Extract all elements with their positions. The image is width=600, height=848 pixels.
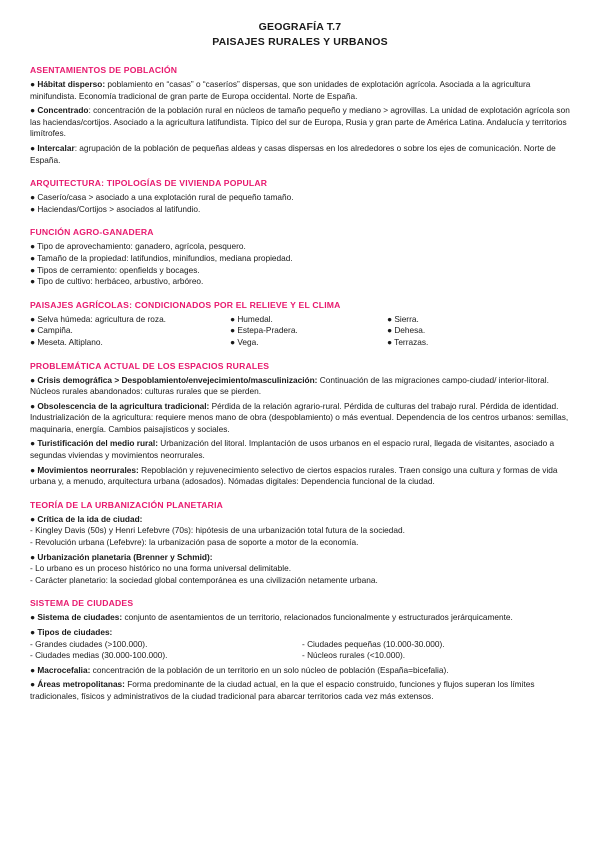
term-label: Sistema de ciudades: xyxy=(37,612,123,623)
list-item: ● Humedal. xyxy=(230,313,273,324)
term-label: Movimientos neorrurales: xyxy=(37,464,139,475)
paragraph-intercalar: ● Intercalar: agrupación de la población de pequeñas aldeas y casas dispersas en los alrededores o sobre los ejes de comunicación. Norte de España. xyxy=(30,142,556,165)
list-item: ● Selva húmeda: agricultura de roza. xyxy=(30,313,166,324)
paragraph-turistificacion: ● Turistificación del medio rural: Urbanización del litoral. Implantación de usos urbanos en el espacio rural, llegada de visitantes, asociado a segundas viviendas y movimientos neorrurales. xyxy=(30,438,555,461)
list-item: ● Dehesa. xyxy=(387,325,426,336)
two-column-list xyxy=(30,639,570,662)
term-label: Tipos de ciudades: xyxy=(37,627,113,637)
list-item: ● Estepa-Pradera. xyxy=(230,325,298,336)
bullet-critica: ● Crítica de la ida de ciudad: xyxy=(30,513,143,524)
term-label: Hábitat disperso: xyxy=(37,79,106,89)
list-column xyxy=(30,314,230,349)
section-paisajes-agricolas xyxy=(30,299,570,349)
paragraph-habitat-disperso: ● Hábitat disperso: poblamiento en “casas” o “caseríos” dispersas, que son unidades de explotación agrícola. Asociada a la agricultura minifundista. Economía tradicional de gran parte de Europa occidental. Norte de España. xyxy=(30,79,531,101)
term-label: Urbanización planetaria (Brenner y Schmid): xyxy=(37,551,213,562)
list-column xyxy=(30,639,302,662)
list-item: ● Caserío/casa > asociado a una explotación rural de pequeño tamaño. xyxy=(30,192,294,203)
sub-item: - Revolución urbana (Lefebvre): la urbanización pasa de soporte a motor de la economía. xyxy=(30,537,359,548)
section-heading: TEORÍA DE LA URBANIZACIÓN PLANETARIA xyxy=(30,499,224,510)
bullet-urbanizacion-planetaria: ● Urbanización planetaria (Brenner y Schmid): xyxy=(30,551,213,562)
list-item: ● Vega. xyxy=(230,336,259,347)
section-heading: ASENTAMIENTOS DE POBLACIÓN xyxy=(30,65,178,75)
paragraph-crisis-demografica: ● Crisis demográfica > Despoblamiento/envejecimiento/masculinización: Continuación de las migraciones campo-ciudad/ interior-litoral. Núcleos rurales abandonados: culturas rurales que se pierden. xyxy=(30,374,549,397)
document-title: GEOGRAFÍA T.7 xyxy=(258,21,342,33)
sub-item: - Kingley Davis (50s) y Henri Lefebvre (70s): hipótesis de una urbanización total futura de la sociedad. xyxy=(30,525,405,536)
list-item: - Ciudades medias (30.000-100.000). xyxy=(30,650,168,661)
list-item: ● Haciendas/Cortijos > asociados al latifundio. xyxy=(30,203,201,214)
term-label: Turistificación del medio rural: xyxy=(37,438,158,449)
list-item: ● Tamaño de la propiedad: latifundios, minifundios, mediana propiedad. xyxy=(30,252,293,263)
section-heading: PROBLEMÁTICA ACTUAL DE LOS ESPACIOS RURALES xyxy=(30,360,270,371)
section-heading: PAISAJES AGRÍCOLAS: CONDICIONADOS POR EL RELIEVE Y EL CLIMA xyxy=(30,299,341,310)
list-column xyxy=(387,314,537,349)
list-item: ● Campiña. xyxy=(30,325,73,336)
list-item: ● Tipo de cultivo: herbáceo, arbustivo, arbóreo. xyxy=(30,276,204,287)
paragraph-macrocefalia: ● Macrocefalia: concentración de la población de un territorio en un solo núcleo de población (España=bicefalia). xyxy=(30,664,449,675)
list-item: ● Tipo de aprovechamiento: ganadero, agrícola, pesquero. xyxy=(30,241,246,252)
term-label: Macrocefalia: xyxy=(37,664,91,675)
section-heading: FUNCIÓN AGRO-GANADERA xyxy=(30,227,154,238)
bullet-tipos-ciudades: ● Tipos de ciudades: xyxy=(30,627,113,637)
section-urbanizacion-planetaria xyxy=(30,499,570,587)
sub-item: - Lo urbano es un proceso histórico no una forma universal delimitable. xyxy=(30,563,292,574)
paragraph-obsolescencia: ● Obsolescencia de la agricultura tradicional: Pérdida de la relación agrario-rural. Pérdida de culturas del trabajo rural. Pérdida de identidad. Industrialización de la agricultura: requiere menos mano de obra (despoblamiento) o más eventual. Dependencia de los centros urbanos: semillas, maquinaria, energía. Cambios paisajísticos y sociales. xyxy=(30,400,569,434)
paragraph-concentrado: ● Concentrado: concentración de la población rural en núcleos de tamaño pequeño y mediano > agrovillas. La unidad de explotación agrícola son las haciendas/cortijos. Asociado a la agricultura latifundista. Típico del sur de Europa, Rusia y gran parte de América Latina. Andalucía y territorios limítrofes. xyxy=(30,105,570,139)
list-item: ● Terrazas. xyxy=(387,336,429,347)
term-label: Áreas metropolitanas: xyxy=(37,679,125,690)
term-label: Obsolescencia de la agricultura tradicional: xyxy=(37,400,210,411)
list-column xyxy=(230,314,387,349)
list-item: ● Meseta. Altiplano. xyxy=(30,336,103,347)
list-item: - Núcleos rurales (<10.000). xyxy=(302,650,406,661)
section-heading: ARQUITECTURA: TIPOLOGÍAS DE VIVIENDA POPULAR xyxy=(30,178,268,189)
list-item: - Ciudades pequeñas (10.000-30.000). xyxy=(302,638,445,649)
section-sistema-ciudades xyxy=(30,597,570,702)
section-funcion-agro-ganadera xyxy=(30,226,570,287)
list-item: ● Tipos de cerramiento: openfields y bocages. xyxy=(30,264,200,275)
section-problematica xyxy=(30,360,570,488)
term-label: Intercalar xyxy=(37,142,75,153)
section-arquitectura xyxy=(30,177,570,215)
section-asentamientos xyxy=(30,64,570,166)
paragraph-sistema-ciudades: ● Sistema de ciudades: conjunto de asentamientos de un territorio, relacionados funcionalmente y estructurados jerárquicamente. xyxy=(30,612,513,623)
list-item: - Grandes ciudades (>100.000). xyxy=(30,638,148,649)
sub-item: - Carácter planetario: la sociedad global contemporánea es una civilización netamente urbana. xyxy=(30,574,378,585)
list-column xyxy=(302,639,502,662)
three-column-list xyxy=(30,314,570,349)
term-label: Crisis demográfica > Despoblamiento/envejecimiento/masculinización: xyxy=(37,374,318,385)
list-item: ● Sierra. xyxy=(387,313,419,324)
term-label: Crítica de la ida de ciudad: xyxy=(37,513,143,524)
paragraph-areas-metropolitanas: ● Áreas metropolitanas: Forma predominante de la ciudad actual, en la que el espacio construido, funciones y flujos superan los límites tradicionales, físicos y administrativos de la ciudad tradicional para abarcar territorios cada vez más extensos. xyxy=(30,679,535,701)
paragraph-neorrurales: ● Movimientos neorrurales: Repoblación y rejuvenecimiento selectivo de ciertos espacios rurales. Traen consigo una cultura y formas de vida urbana y, a menudo, arquitectura urbana (adosados). Nómadas digitales: Dependencia funcional de la ciudad. xyxy=(30,464,558,487)
section-heading: SISTEMA DE CIUDADES xyxy=(30,598,134,609)
term-label: Concentrado xyxy=(37,105,89,116)
document-subtitle: PAISAJES RURALES Y URBANOS xyxy=(212,36,388,48)
